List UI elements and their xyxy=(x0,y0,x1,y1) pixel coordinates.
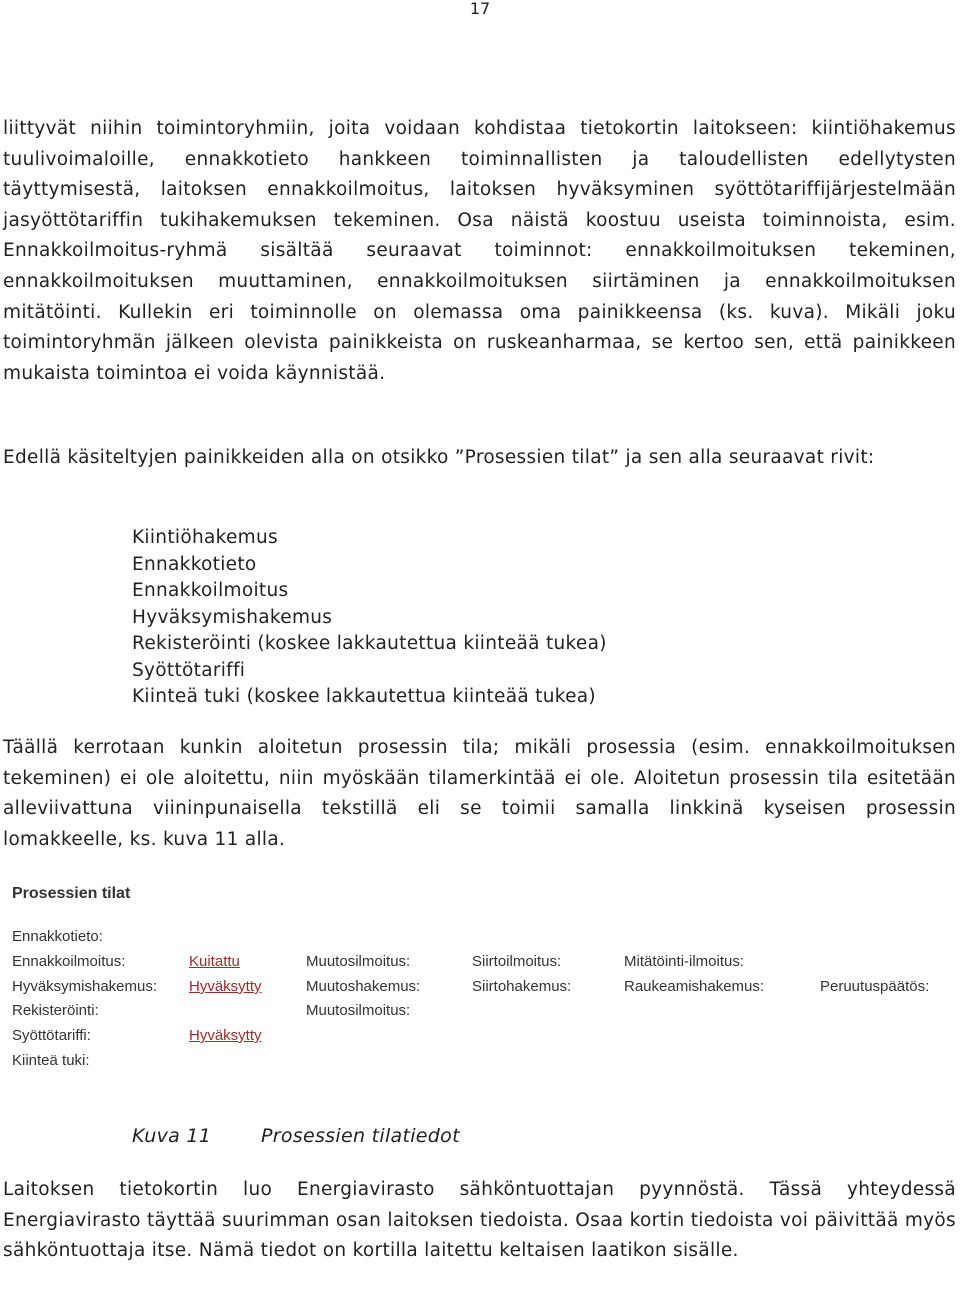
list-item: Syöttötariffi xyxy=(132,659,246,681)
field-label: Raukeamishakemus: xyxy=(624,978,765,995)
state-row-kiintea-tuki xyxy=(12,1052,952,1074)
status-link-hyvaksytty[interactable]: Hyväksytty xyxy=(189,1027,262,1044)
list-item: Ennakkoilmoitus xyxy=(132,580,289,601)
list-item: Hyväksymishakemus xyxy=(132,606,333,628)
paragraph-state-explanation: Täällä kerrotaan kunkin aloitetun prosessin tila; mikäli prosessia (esim. ennakkoilmoituksen tekeminen) ei ole aloitettu, niin myöskään tilamerkintää ei ole. Aloitetun prosessin tila esitetään alleviivattuna viininpunaisella tekstillä eli se toimii samalla linkkinä kyseisen prosessin lomakkeelle, ks. kuva 11 alla. xyxy=(3,737,956,850)
state-row-hyvaksymishakemus xyxy=(12,978,952,1000)
paragraph-process-states-intro: Edellä käsiteltyjen painikkeiden alla on otsikko ”Prosessien tilat” ja sen alla seuraavat rivit: xyxy=(3,447,875,468)
list-item: Kiinteä tuki (koskee lakkautettua kiinteää tukea) xyxy=(132,686,596,707)
state-row-syottotariffi xyxy=(12,1027,952,1049)
field-label: Muutosilmoitus: xyxy=(306,953,411,970)
status-link-hyvaksytty[interactable]: Hyväksytty xyxy=(189,978,262,995)
screenshot-heading: Prosessien tilat xyxy=(12,885,131,902)
row-label: Kiinteä tuki: xyxy=(12,1052,90,1069)
figure-title: Prosessien tilatiedot xyxy=(261,1125,460,1147)
field-label: Peruutuspäätös: xyxy=(820,978,930,995)
field-label: Siirtoilmoitus: xyxy=(472,953,562,970)
process-state-list xyxy=(132,525,607,711)
list-item: Kiintiöhakemus xyxy=(132,527,278,548)
list-item: Rekisteröinti (koskee lakkautettua kiinteää tukea) xyxy=(132,633,607,654)
state-row-ennakkotieto xyxy=(12,928,952,950)
state-row-rekisterointi xyxy=(12,1002,952,1024)
state-row-ennakkoilmoitus xyxy=(12,953,952,975)
row-label: Syöttötariffi: xyxy=(12,1027,91,1044)
paragraph-info-card: Laitoksen tietokortin luo Energiavirasto sähköntuottajan pyynnöstä. Tässä yhteydessä Energiavirasto täyttää suurimman osan laitoksen tiedoista. Osaa kortin tiedoista voi päivittää myös sähköntuottaja itse. Nämä tiedot on kortilla laitettu keltaisen laatikon sisälle. xyxy=(3,1179,956,1262)
page-number: 17 xyxy=(469,0,491,18)
field-label: Muutoshakemus: xyxy=(306,978,421,995)
process-states-screenshot xyxy=(4,882,954,1072)
field-label: Mitätöinti-ilmoitus: xyxy=(624,953,745,970)
row-label: Hyväksymishakemus: xyxy=(12,978,158,995)
row-label: Rekisteröinti: xyxy=(12,1002,99,1019)
figure-number: Kuva 11 xyxy=(132,1125,212,1147)
list-item: Ennakkotieto xyxy=(132,553,257,575)
field-label: Siirtohakemus: xyxy=(472,978,572,995)
field-label: Muutosilmoitus: xyxy=(306,1002,411,1019)
paragraph-process-groups: liittyvät niihin toimintoryhmiin, joita voidaan kohdistaa tietokortin laitokseen: kiintiöhakemus tuulivoimaloille, ennakkotieto hankkeen toiminnallisten ja taloudellisten edellytysten täyttymisestä, laitoksen ennakkoilmoitus, laitoksen hyväksyminen syöttötariffijärjestelmään jasyöttötariffin tukihakemuksen tekeminen. Osa näistä koostuu useista toiminnoista, esim. Ennakkoilmoitus-ryhmä sisältää seuraavat toiminnot: ennakkoilmoituksen tekeminen, ennakkoilmoituksen muuttaminen, ennakkoilmoituksen siirtäminen ja ennakkoilmoituksen mitätöinti. Kullekin eri toiminnolle on olemassa oma painikkeensa (ks. kuva). Mikäli joku toimintoryhmän jälkeen olevista painikkeista on ruskeanharmaa, se kertoo sen, että painikkeen mukaista toimintoa ei voida käynnistää. xyxy=(3,118,956,384)
row-label: Ennakkoilmoitus: xyxy=(12,953,126,970)
row-label: Ennakkotieto: xyxy=(12,928,103,945)
status-link-kuitattu[interactable]: Kuitattu xyxy=(189,953,240,970)
